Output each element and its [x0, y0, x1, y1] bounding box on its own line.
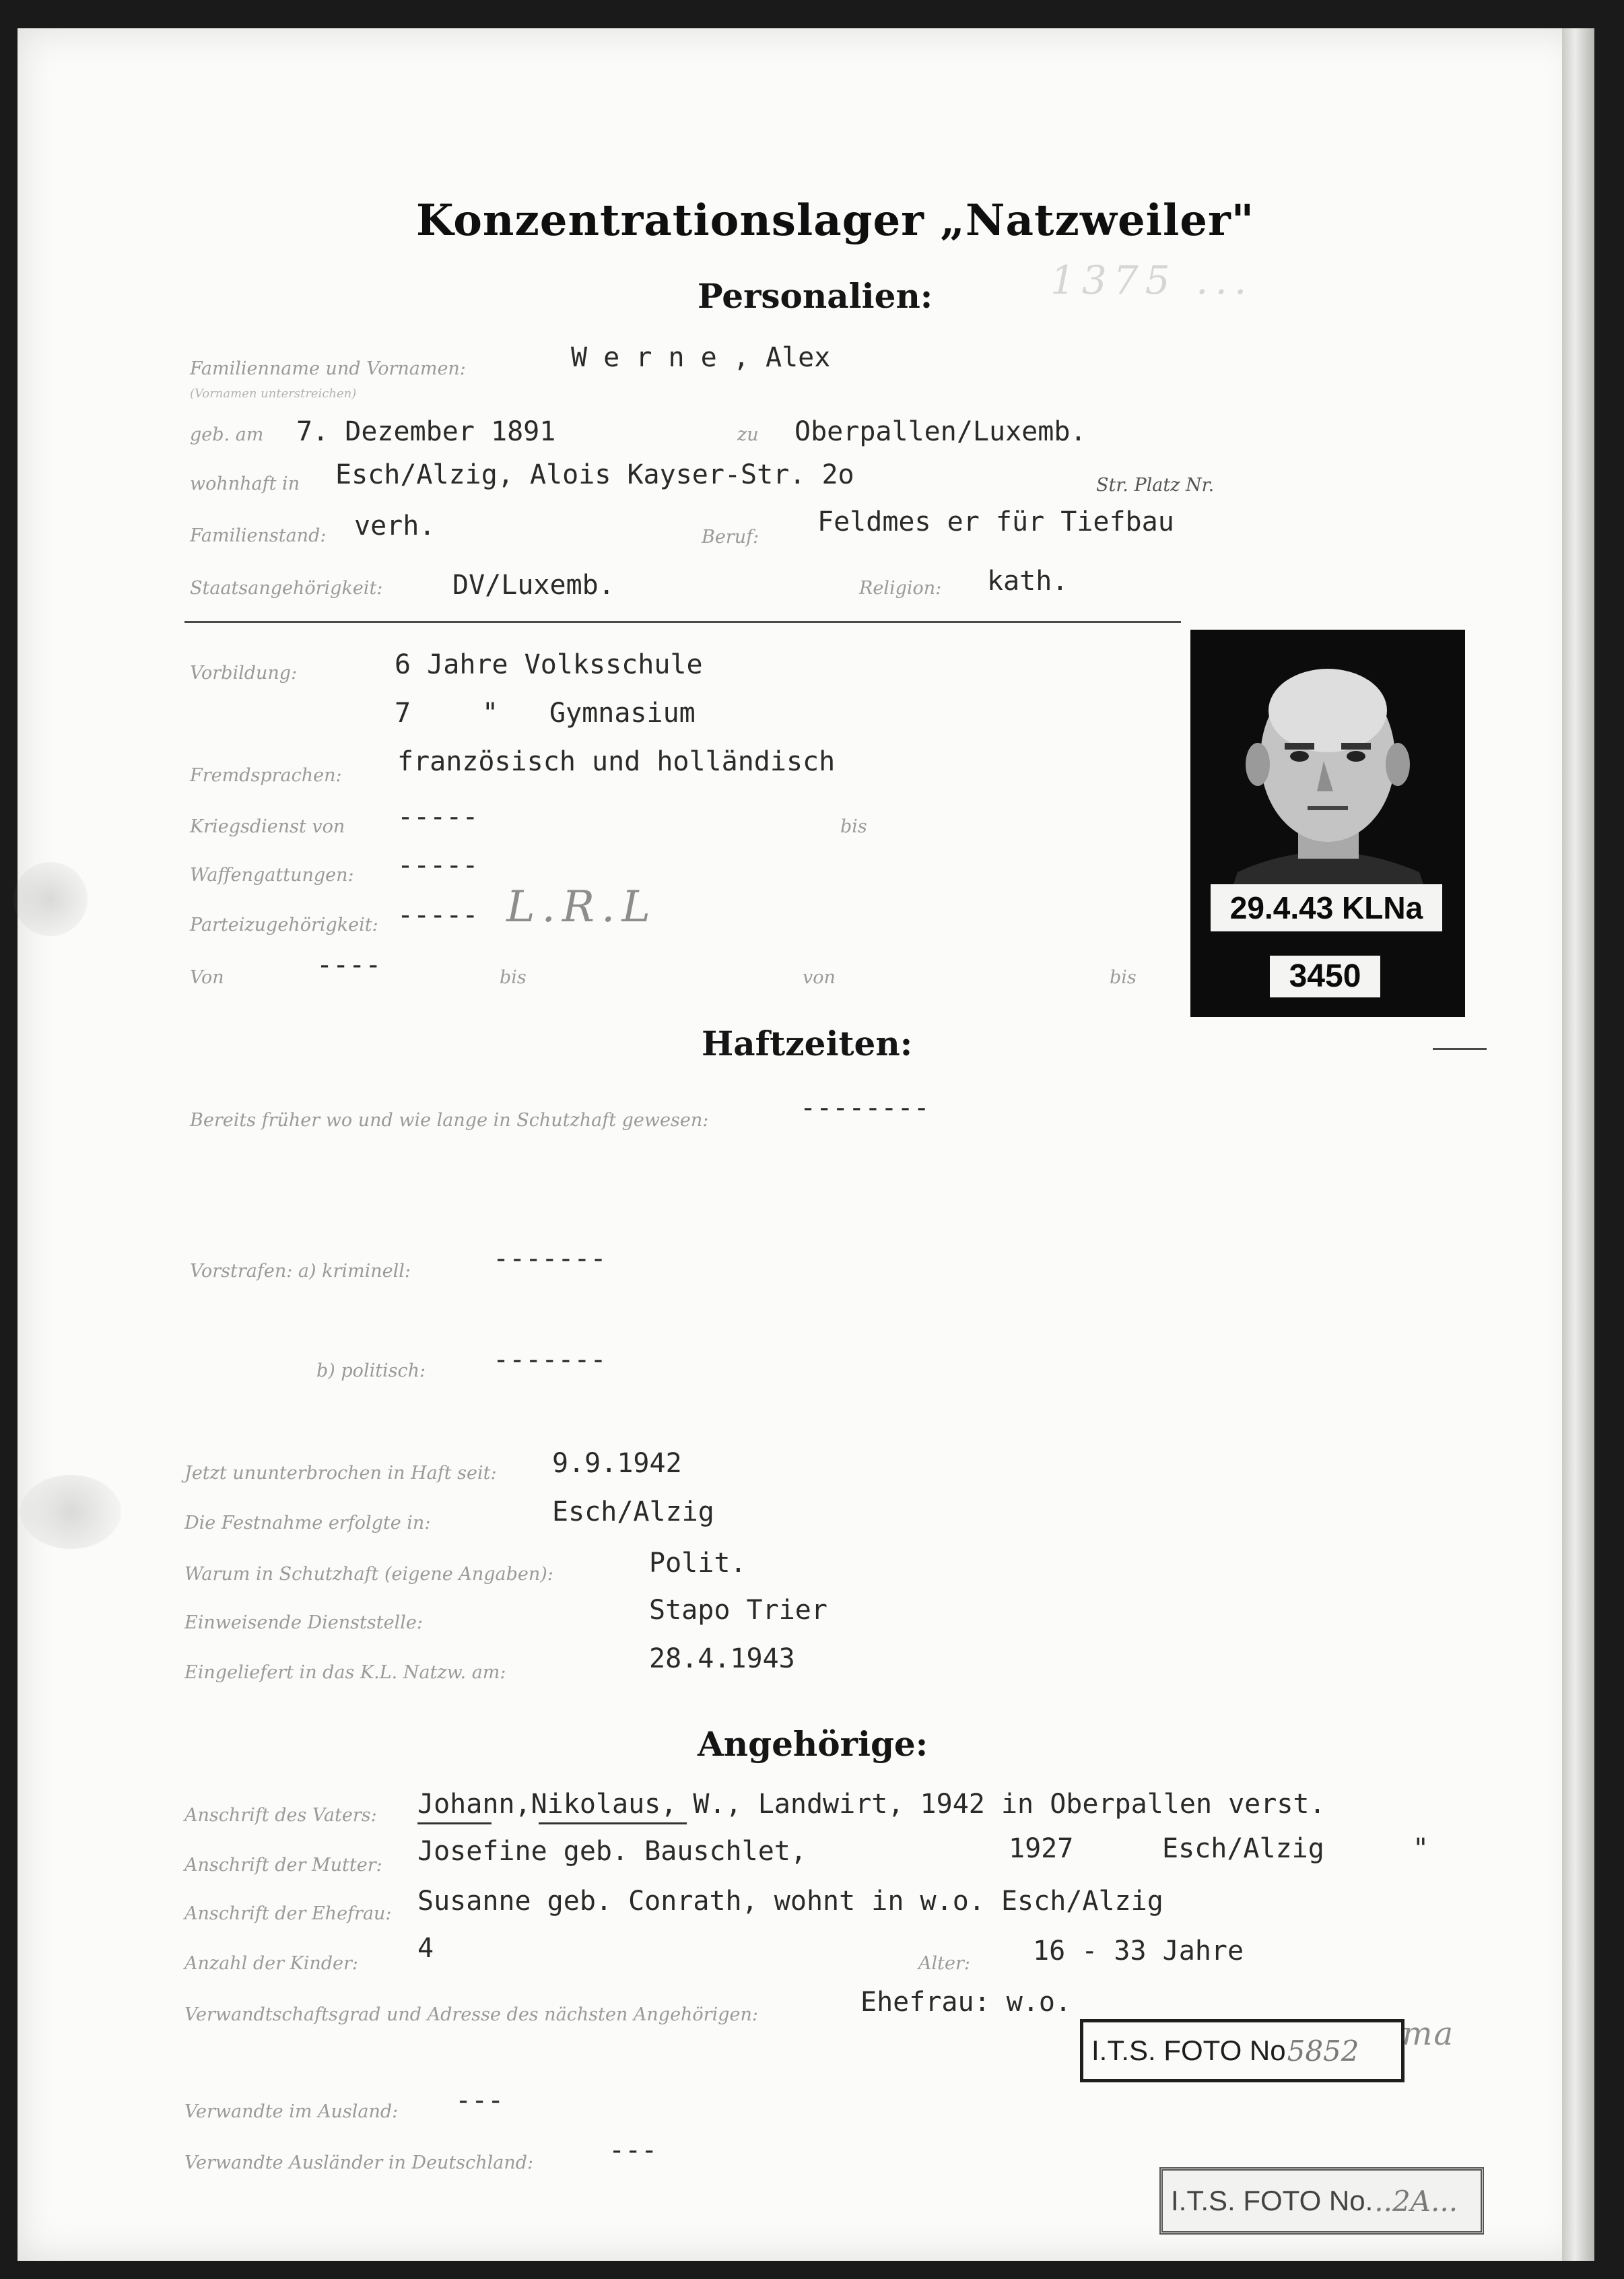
- war-service-until-label: bis: [840, 816, 867, 837]
- mother-label: Anschrift der Mutter:: [184, 1855, 382, 1876]
- from-label-2: von: [803, 967, 836, 988]
- its-foto-stamp-prefix: I.T.S. FOTO No: [1091, 2035, 1286, 2066]
- its-foto-stamp-2-number: ..2A...: [1374, 2184, 1458, 2218]
- wife-value: Susanne geb. Conrath, wohnt in w.o. Esch/Alzig: [417, 1886, 1163, 1917]
- father-second-name-underline: [539, 1822, 687, 1824]
- weapon-value: -----: [397, 850, 479, 881]
- children-value: 4: [417, 1933, 434, 1964]
- residence-value: Esch/Alzig, Alois Kayser-Str. 2o: [335, 459, 854, 490]
- born-place-value: Oberpallen/Luxemb.: [794, 416, 1087, 447]
- ghost-number: 1375 ...: [1050, 257, 1254, 303]
- its-foto-stamp-2: [1159, 2167, 1484, 2235]
- father-label: Anschrift des Vaters:: [184, 1805, 377, 1826]
- previous-detention-label: Bereits früher wo und wie lange in Schutzhaft gewesen:: [190, 1110, 709, 1131]
- from-value: ----: [316, 950, 382, 981]
- arrest-place-label: Die Festnahme erfolgte in:: [184, 1513, 431, 1533]
- political-record-value: -------: [493, 1344, 607, 1375]
- prisoner-photo: [1190, 630, 1465, 1017]
- mother-value-place: Esch/Alzig: [1162, 1833, 1324, 1864]
- party-label: Parteizugehörigkeit:: [190, 915, 378, 935]
- reason-value: Polit.: [649, 1548, 747, 1579]
- office-value: Stapo Trier: [649, 1595, 827, 1626]
- languages-value: französisch und holländisch: [397, 746, 836, 777]
- photo-prisoner-number: 3450: [1270, 956, 1380, 997]
- marital-value: verh.: [354, 510, 436, 541]
- office-label: Einweisende Dienststelle:: [184, 1612, 423, 1633]
- detention-since-value: 9.9.1942: [552, 1448, 682, 1479]
- its-foto-stamp-2-prefix: I.T.S. FOTO No.: [1171, 2185, 1374, 2216]
- photo-date-code: 29.4.43 KLNa: [1211, 884, 1442, 931]
- political-record-label: b) politisch:: [316, 1360, 426, 1381]
- section-heading-personalien: Personalien:: [698, 276, 933, 316]
- war-service-label: Kriegsdienst von: [190, 816, 345, 837]
- smudge: [20, 1475, 121, 1549]
- previous-detention-value: --------: [800, 1092, 930, 1123]
- name-sub-label: (Vornamen unterstreichen): [190, 387, 357, 401]
- from-label: Von: [190, 967, 224, 988]
- scan-edge: [1562, 28, 1594, 2261]
- education-label: Vorbildung:: [190, 663, 298, 684]
- age-label: Alter:: [918, 1953, 970, 1974]
- weapon-label: Waffengattungen:: [190, 865, 354, 886]
- arrest-place-value: Esch/Alzig: [552, 1496, 714, 1527]
- delivered-label: Eingeliefert in das K.L. Natzw. am:: [184, 1662, 506, 1683]
- languages-label: Fremdsprachen:: [190, 765, 342, 786]
- education-line-1: 6 Jahre Volksschule: [395, 649, 703, 680]
- religion-value: kath.: [987, 566, 1069, 597]
- margin-mark: [1433, 1048, 1487, 1050]
- until-label-2: bis: [500, 967, 527, 988]
- delivered-value: 28.4.1943: [649, 1643, 795, 1674]
- its-foto-stamp-number: 5852: [1287, 2034, 1359, 2068]
- section-heading-haftzeiten: Haftzeiten:: [702, 1024, 913, 1063]
- foreign-relatives-label: Verwandte Ausländer in Deutschland:: [184, 2152, 534, 2173]
- street-label: Str. Platz Nr.: [1096, 475, 1215, 496]
- until-label-3: bis: [1110, 967, 1137, 988]
- relatives-abroad-label: Verwandte im Ausland:: [184, 2101, 399, 2122]
- residence-label: wohnhaft in: [190, 473, 300, 494]
- foreign-relatives-value: ---: [609, 2135, 658, 2166]
- religion-label: Religion:: [859, 578, 942, 599]
- born-label: geb. am: [190, 424, 264, 445]
- name-value: W e r n e , Alex: [571, 342, 831, 373]
- mother-value-year: 1927: [1009, 1833, 1074, 1864]
- criminal-record-label: Vorstrafen: a) kriminell:: [190, 1261, 411, 1282]
- education-line-2-number: 7: [395, 698, 411, 729]
- smudge: [13, 862, 88, 936]
- children-label: Anzahl der Kinder:: [184, 1953, 359, 1974]
- occupation-value: Feldmes er für Tiefbau: [817, 506, 1174, 537]
- age-value: 16 - 33 Jahre: [1033, 1936, 1244, 1967]
- citizenship-value: DV/Luxemb.: [452, 570, 615, 601]
- relatives-abroad-value: ---: [455, 2085, 504, 2116]
- born-value: 7. Dezember 1891: [296, 416, 556, 447]
- divider-line: [184, 621, 1181, 623]
- its-foto-stamp-handwriting: ma: [1402, 2015, 1455, 2053]
- name-label: Familienname und Vornamen:: [190, 358, 466, 379]
- page-title: Konzentrationslager „Natzweiler": [416, 195, 1255, 246]
- mother-value-name: Josefine geb. Bauschlet,: [417, 1836, 807, 1867]
- education-line-2-ditto: ": [482, 698, 499, 729]
- reason-label: Warum in Schutzhaft (eigene Angaben):: [184, 1564, 553, 1585]
- education-line-2-school: Gymnasium: [549, 698, 696, 729]
- next-of-kin-value: Ehefrau: w.o.: [860, 1987, 1072, 2018]
- its-foto-stamp: [1080, 2019, 1405, 2082]
- section-heading-angehoerige: Angehörige:: [698, 1724, 928, 1764]
- father-first-name-underline: [417, 1822, 492, 1824]
- occupation-label: Beruf:: [702, 527, 759, 548]
- next-of-kin-label: Verwandtschaftsgrad und Adresse des nächsten Angehörigen:: [184, 2004, 758, 2025]
- mother-value-ditto: ": [1413, 1833, 1429, 1864]
- born-in-label: zu: [737, 424, 759, 445]
- detention-since-label: Jetzt ununterbrochen in Haft seit:: [184, 1463, 497, 1484]
- party-handwritten-note: L.R.L: [506, 882, 657, 932]
- marital-label: Familienstand:: [190, 525, 327, 546]
- wife-label: Anschrift der Ehefrau:: [184, 1903, 392, 1924]
- party-value: -----: [397, 900, 479, 931]
- criminal-record-value: -------: [493, 1243, 607, 1274]
- citizenship-label: Staatsangehörigkeit:: [190, 578, 383, 599]
- father-value: Johann,Nikolaus, W., Landwirt, 1942 in Oberpallen verst.: [417, 1789, 1326, 1820]
- war-service-value: -----: [397, 801, 479, 832]
